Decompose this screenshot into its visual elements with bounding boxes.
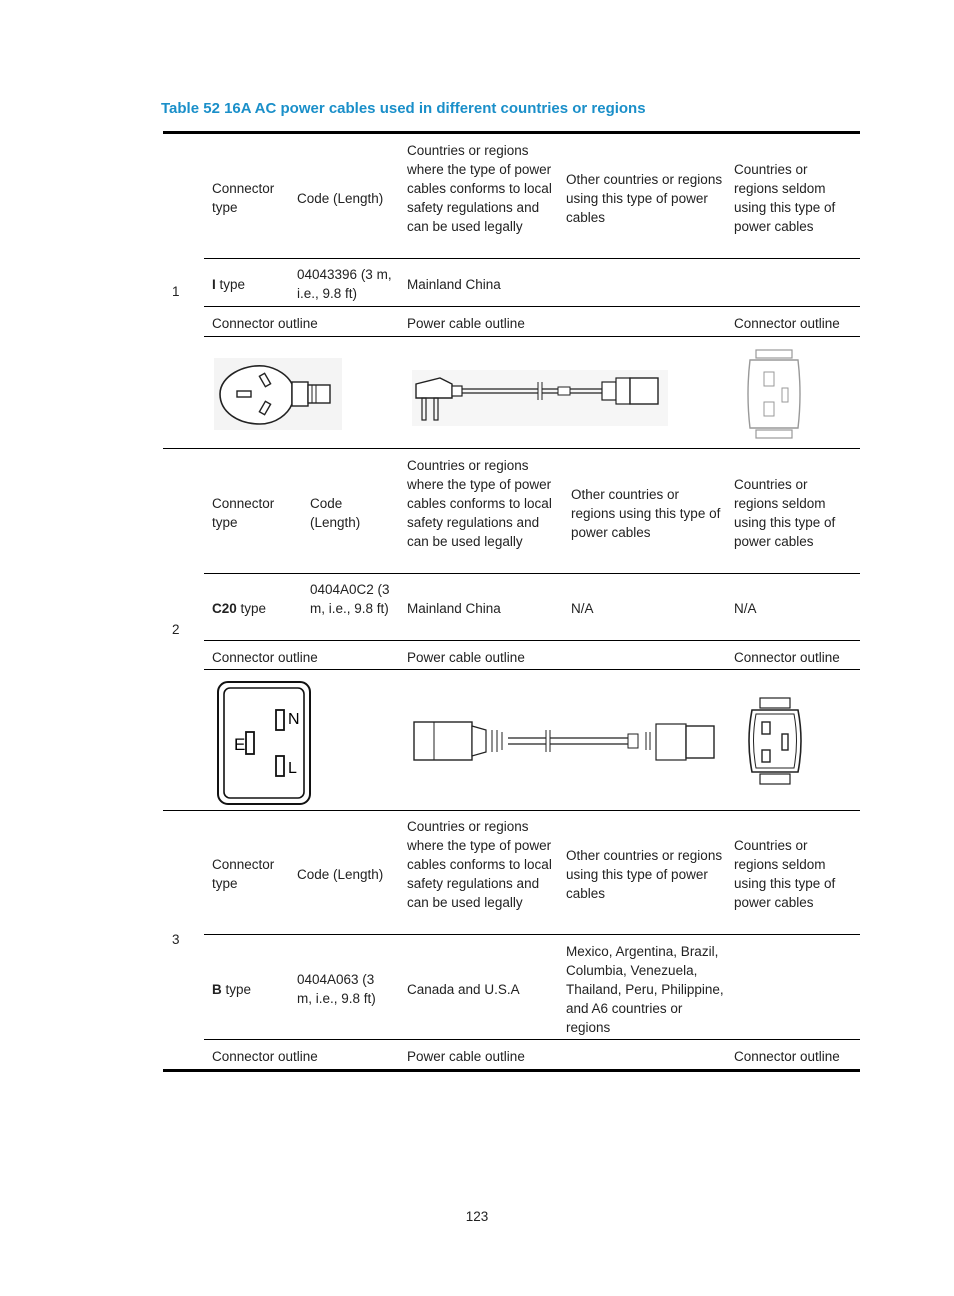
- header-other: Other countries or regions using this type of power cables: [571, 487, 721, 540]
- earth-glyph: E: [234, 735, 246, 754]
- code-value: 0404A0C2 (3 m, i.e., 9.8 ft): [310, 582, 390, 616]
- connector-type-value: B type: [212, 982, 252, 997]
- header-connector-type: Connector type: [212, 496, 275, 530]
- type-i-cable-image: [412, 370, 668, 426]
- seldom-value: N/A: [734, 601, 757, 616]
- table-title: Table 52 16A AC power cables used in different countries or regions: [161, 100, 646, 117]
- connector-outline-label: Connector outline: [734, 650, 840, 665]
- row-divider: [204, 306, 860, 307]
- row-number: 2: [172, 622, 180, 637]
- live-glyph: L: [288, 760, 297, 777]
- connector-type-value: I type: [212, 277, 246, 292]
- header-connector-type: Connector type: [212, 857, 275, 891]
- neutral-glyph: N: [288, 711, 300, 728]
- row-divider: [204, 640, 860, 641]
- page-number: 123: [465, 1209, 489, 1224]
- row-divider: [204, 336, 860, 337]
- header-conforming: Countries or regions where the type of power cables conforms to local safety regulations and can be used legally: [407, 819, 552, 910]
- row-divider: [204, 1039, 860, 1040]
- conforming-value: Mainland China: [407, 601, 501, 616]
- cable-outline-label: Power cable outline: [407, 316, 525, 331]
- connector-outline-label: Connector outline: [212, 1049, 318, 1064]
- header-code-length: Code (Length): [297, 867, 384, 882]
- row-number: 1: [172, 284, 180, 299]
- connector-outline-label: Connector outline: [212, 316, 318, 331]
- header-conforming: Countries or regions where the type of power cables conforms to local safety regulations and can be used legally: [407, 458, 552, 549]
- connector-outline-label: Connector outline: [734, 1049, 840, 1064]
- cable-outline-label: Power cable outline: [407, 1049, 525, 1064]
- other-value: N/A: [571, 601, 594, 616]
- row-number: 3: [172, 932, 180, 947]
- header-code-length: Code (Length): [310, 496, 361, 530]
- header-other: Other countries or regions using this type of power cables: [566, 172, 723, 225]
- connector-type-value: C20 type: [212, 601, 267, 616]
- header-other: Other countries or regions using this type of power cables: [566, 848, 723, 901]
- header-seldom: Countries or regions seldom using this type of power cables: [734, 477, 836, 549]
- header-conforming: Countries or regions where the type of power cables conforms to local safety regulations and can be used legally: [407, 143, 552, 234]
- code-value: 04043396 (3 m, i.e., 9.8 ft): [297, 267, 392, 301]
- conforming-value: Mainland China: [407, 277, 501, 292]
- header-seldom: Countries or regions seldom using this type of power cables: [734, 162, 836, 234]
- conforming-value: Canada and U.S.A: [407, 982, 520, 997]
- row-divider: [204, 669, 860, 670]
- c20-connector-outline-image: [744, 696, 806, 786]
- header-seldom: Countries or regions seldom using this type of power cables: [734, 838, 836, 910]
- header-connector-type: Connector type: [212, 181, 275, 215]
- header-code-length: Code (Length): [297, 191, 384, 206]
- table-top-rule: [163, 131, 860, 134]
- type-i-plug-image: [214, 358, 342, 430]
- c20-connector-face-image: [216, 680, 312, 806]
- c20-cable-image: [412, 718, 718, 766]
- row-divider: [204, 573, 860, 574]
- connector-outline-label: Connector outline: [734, 316, 840, 331]
- cable-outline-label: Power cable outline: [407, 650, 525, 665]
- code-value: 0404A063 (3 m, i.e., 9.8 ft): [297, 972, 376, 1006]
- section-divider: [163, 448, 860, 449]
- row-divider: [204, 258, 860, 259]
- connector-outline-label: Connector outline: [212, 650, 318, 665]
- table-bottom-rule: [163, 1069, 860, 1072]
- other-value: Mexico, Argentina, Brazil, Columbia, Venezuela, Thailand, Peru, Philippine, and A6 countries or regions: [566, 944, 724, 1035]
- section-divider: [163, 810, 860, 811]
- row-divider: [204, 934, 860, 935]
- type-i-connector-face-image: [742, 348, 806, 440]
